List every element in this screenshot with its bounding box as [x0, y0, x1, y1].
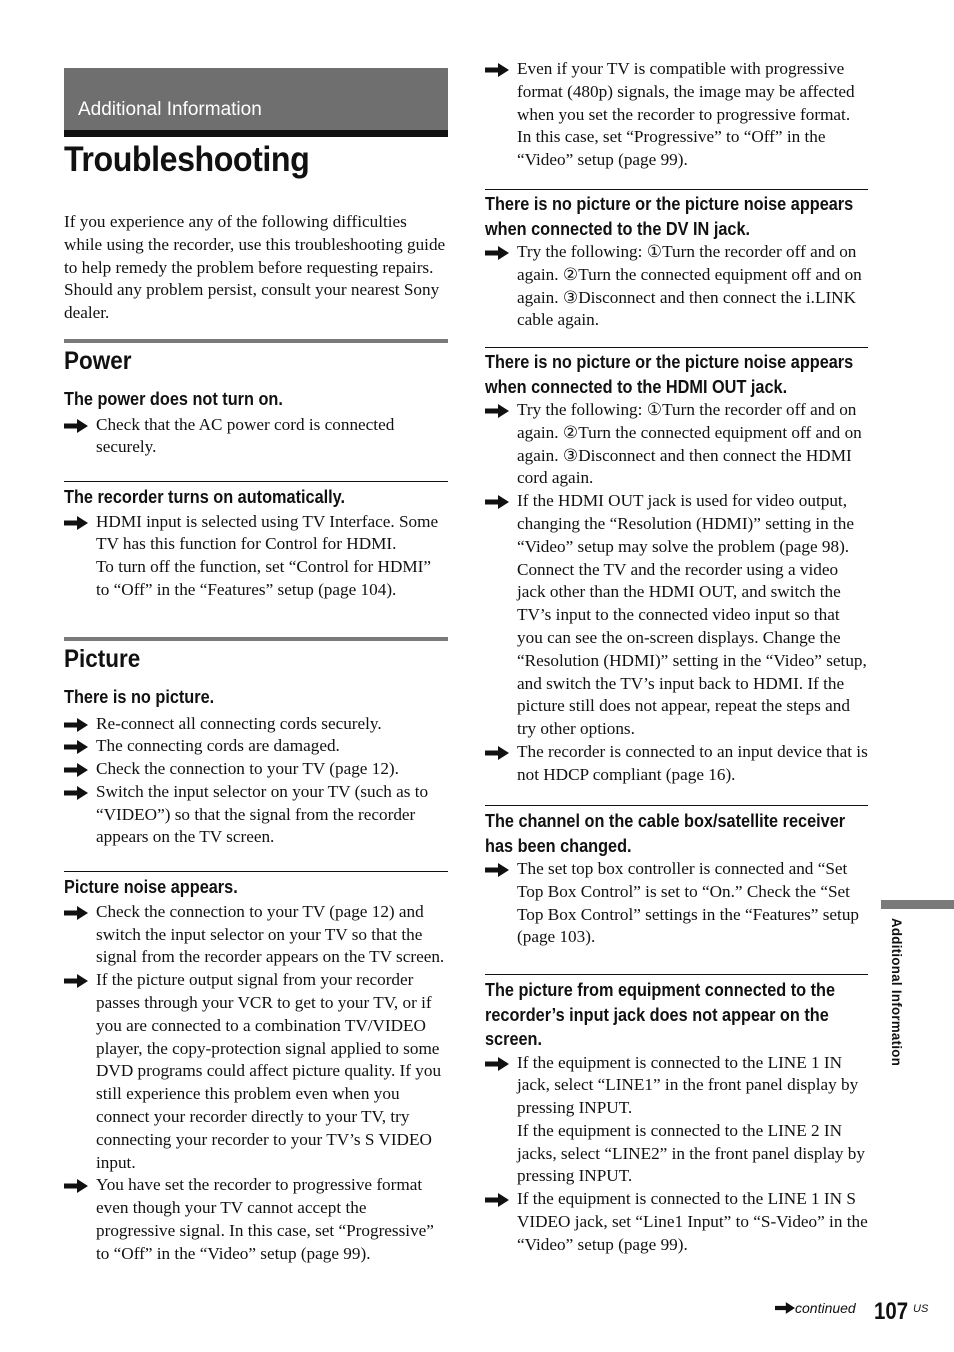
problem-block: [485, 347, 868, 787]
remedy-item: [64, 758, 448, 781]
arrow-icon: [485, 58, 517, 172]
remedy-text: Switch the input selector on your TV (such as to “VIDEO”) so that the signal from the recorder appears on the TV screen.: [96, 781, 429, 847]
arrow-icon: [485, 1052, 517, 1189]
arrow-icon: [64, 735, 96, 758]
arrow-icon: [64, 1174, 96, 1265]
section-title-power: Power: [64, 347, 132, 375]
arrow-icon: [64, 511, 96, 602]
remedy-text: Re-connect all connecting cords securely.: [96, 713, 382, 733]
remedy-text: To turn off the function, set “Control for HDMI” to “Off” in the “Features” setup (page 104).: [96, 557, 431, 599]
remedy-text: If the equipment is connected to the LINE 2 IN jacks, select “LINE2” in the front panel display by pressing INPUT.: [517, 1120, 865, 1186]
arrow-icon: [64, 781, 96, 849]
problem-block: [485, 974, 868, 1257]
remedy-item: [64, 1174, 448, 1265]
page-number-suffix: US: [913, 1303, 929, 1315]
remedy-item: [64, 511, 448, 602]
problem-heading: The channel on the cable box/satellite receiver has been changed.: [485, 810, 846, 856]
remedy-item: [64, 414, 448, 460]
divider: [485, 974, 868, 975]
problem-block: [64, 685, 448, 849]
remedy-item: [485, 241, 868, 332]
section-title-picture: Picture: [64, 645, 141, 673]
side-tab-label: Additional Information: [889, 918, 905, 1067]
remedy-item: [485, 1188, 868, 1256]
continued-indicator: [775, 1300, 856, 1316]
arrow-icon: [485, 1188, 517, 1256]
problem-block: [485, 189, 868, 332]
remedy-text: Check the connection to your TV (page 12) and switch the input selector on your TV so that the signal from the recorder appears on the TV screen.: [96, 901, 445, 967]
arrow-icon: [485, 490, 517, 741]
remedy-item: [485, 858, 868, 949]
divider: [64, 481, 448, 482]
arrow-icon: [485, 399, 517, 490]
section-band: [64, 68, 448, 137]
continued-remedy: [485, 58, 868, 172]
arrow-icon: [485, 741, 517, 787]
problem-block: [485, 805, 868, 949]
remedy-item: [64, 781, 448, 849]
remedy-item: [64, 735, 448, 758]
picture-section: [64, 637, 448, 1266]
problem-heading: The recorder turns on automatically.: [64, 486, 346, 508]
problem-block: [64, 387, 448, 459]
remedy-text: Check the connection to your TV (page 12).: [96, 759, 399, 779]
page-number: 107: [874, 1298, 909, 1325]
remedy-text: If the equipment is connected to the LINE 1 IN jack, select “LINE1” in the front panel display by pressing INPUT.: [517, 1052, 859, 1118]
arrow-icon: [64, 414, 96, 460]
divider: [64, 871, 448, 872]
arrow-icon: [64, 758, 96, 781]
arrow-icon: [64, 969, 96, 1174]
arrow-icon: [64, 713, 96, 736]
section-band-label: Additional Information: [78, 99, 262, 120]
remedy-text: Even if your TV is compatible with progressive format (480p) signals, the image may be affected when you set the recorder to progressive format. In this case, set “Progressive” to “Off” in the “Video” setup (page 99).: [517, 59, 855, 170]
remedy-item: [485, 490, 868, 741]
problem-block: [64, 875, 448, 1265]
remedy-text: Try the following: ①Turn the recorder off and on again. ②Turn the connected equipment off and on again. ③Disconnect and then connect the HDMI cord again.: [517, 400, 862, 488]
problem-heading: There is no picture or the picture noise appears when connected to the HDMI OUT jack.: [485, 351, 854, 397]
remedy-text: You have set the recorder to progressive format even though your TV cannot accept the progressive signal. In this case, set “Progressive” to “Off” in the “Video” setup (page 99).: [96, 1175, 434, 1263]
page-title: Troubleshooting: [64, 140, 310, 179]
problem-heading: There is no picture.: [64, 686, 215, 707]
problem-heading: There is no picture or the picture noise appears when connected to the DV IN jack.: [485, 193, 854, 239]
problem-heading: The power does not turn on.: [64, 388, 283, 409]
problem-heading: Picture noise appears.: [64, 876, 238, 898]
remedy-item: [64, 713, 448, 736]
remedy-item: [485, 741, 868, 787]
intro-paragraph: If you experience any of the following difficulties while using the recorder, use this troubleshooting guide to help remedy the problem before requesting repairs. Should any problem persist, consult your nearest Sony dealer.: [64, 212, 446, 323]
divider: [485, 347, 868, 348]
arrow-icon: [775, 1302, 795, 1314]
remedy-item: [64, 969, 448, 1174]
arrow-icon: [485, 858, 517, 949]
remedy-text: The connecting cords are damaged.: [96, 736, 340, 756]
power-section: [64, 339, 448, 602]
remedy-item: [485, 58, 868, 172]
remedy-text: The recorder is connected to an input device that is not HDCP compliant (page 16).: [517, 741, 868, 784]
remedy-item: [485, 399, 868, 490]
remedy-text: If the HDMI OUT jack is used for video output, changing the “Resolution (HDMI)” setting in the “Video” setup may solve the problem (page 98). Connect the TV and the recorder using a video jack other than the HDMI OUT, and switch the TV’s input to the connected video input so that you can see the on-screen displays. Change the “Resolution (HDMI)” setting in the “Video” setup, and switch the TV’s input back to HDMI. If the picture still does not appear, repeat the steps and try other options.: [517, 491, 867, 739]
remedy-text: Check that the AC power cord is connected securely.: [96, 414, 395, 457]
remedy-text: The set top box controller is connected and “Set Top Box Control” is set to “On.” Check the “Set Top Box Control” settings in the “Features” setup (page 103).: [517, 859, 860, 947]
problem-heading: The picture from equipment connected to the recorder’s input jack does not appear on the screen.: [485, 979, 836, 1049]
remedy-text: If the picture output signal from your recorder passes through your VCR to get to your TV, or if you are connected to a combination TV/VIDEO player, the copy-protection signal applied to some DVD programs could affect picture quality. If you still experience this problem even when you connect your recorder directly to your TV, try connecting your recorder to your TV’s S VIDEO input.: [96, 970, 442, 1172]
section-rule: [64, 637, 448, 641]
side-tab-bar: [881, 900, 954, 909]
problem-block: [64, 485, 448, 602]
arrow-icon: [64, 901, 96, 969]
remedy-item: [64, 901, 448, 969]
continued-label: continued: [795, 1300, 856, 1316]
remedy-item: [485, 1052, 868, 1189]
section-rule: [64, 339, 448, 343]
divider: [485, 805, 868, 806]
divider: [485, 189, 868, 190]
remedy-text: Try the following: ①Turn the recorder off and on again. ②Turn the connected equipment off and on again. ③Disconnect and then connect the i.LINK cable again.: [517, 242, 862, 330]
remedy-text: HDMI input is selected using TV Interface. Some TV has this function for Control for HDMI.: [96, 511, 439, 554]
arrow-icon: [485, 241, 517, 332]
remedy-text: If the equipment is connected to the LINE 1 IN S VIDEO jack, set “Line1 Input” to “S-Video” in the “Video” setup (page 99).: [517, 1189, 868, 1254]
